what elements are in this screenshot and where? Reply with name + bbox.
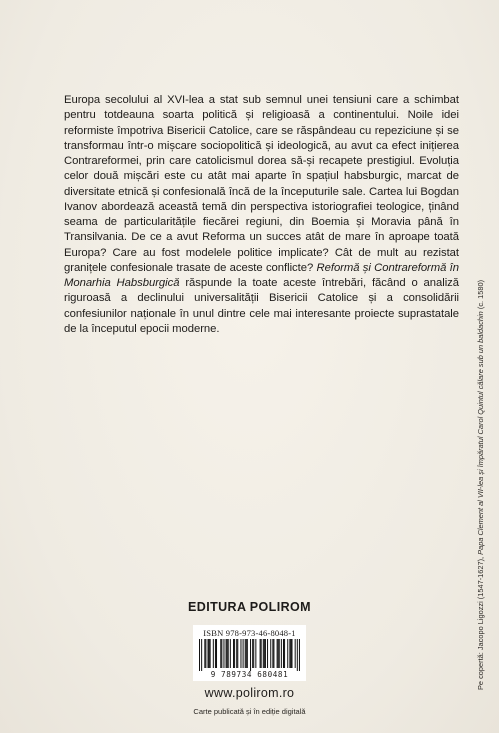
isbn-barcode-block bbox=[193, 625, 306, 681]
isbn-number: ISBN 978-973-46-8048-1 bbox=[203, 628, 296, 638]
book-title: Reformă și Contrareformă în Monarhia Habsburgică bbox=[64, 261, 460, 289]
publisher-name: EDITURA POLIROM bbox=[188, 600, 311, 614]
blurb-text-part2: răspunde la toate aceste întrebări, făcând o analiză riguroasă a declinului universalității Bisericii Catolice și a consolidării confesiunilor naționale în unul dintre cele mai interesante proiecte suprastatale de la începutul epocii moderne. bbox=[64, 277, 459, 335]
credit-artwork-title: Papa Clement al VII-lea și împăratul Carol Quintul călare sub un baldachin bbox=[476, 311, 485, 555]
credit-prefix: Pe copertă: Jacopo Ligozzi (1547-1627), bbox=[476, 556, 485, 690]
cover-image-credit bbox=[476, 280, 485, 690]
digital-edition-note: Carte publicată și în ediție digitală bbox=[193, 707, 306, 716]
credit-date: (c. 1580) bbox=[476, 279, 485, 310]
barcode-digits: 9 789734 680481 bbox=[210, 670, 289, 679]
back-cover-blurb bbox=[64, 93, 459, 337]
blurb-text-part1: Europa secolului al XVI-lea a stat sub semnul unei tensiuni care a schimbat pentru totdeauna soarta politică și religioasă a continentului. Noile idei reformiste împotriva Bisericii Catolice, care se răspândeau cu repeziciune și se transformau într-o mișcare sociopolitică și ideologică, au avut ca efect inițierea Contrareformei, prin care catolicismul dorea să-și recapete prestigiul. Evoluția celor două mișcări este cu atât mai aparte în spațiul habsburgic, marcat de diversitate etnică și confesională încă de la începuturile sale. Cartea lui Bogdan Ivanov abordează această temă din perspectiva istoriografiei teologice, ținând seama de particularitățile fiecărei regiuni, din Boemia și Moravia până în Transilvania. De ce a avut Reforma un succes atât de mare în aproape toată Europa? Care au fost modelele politice implicate? Cât de mult au rezistat granițele confesionale trasate de aceste conflicte? bbox=[64, 94, 459, 274]
barcode-image bbox=[199, 639, 300, 671]
publisher-website: www.polirom.ro bbox=[204, 686, 295, 700]
